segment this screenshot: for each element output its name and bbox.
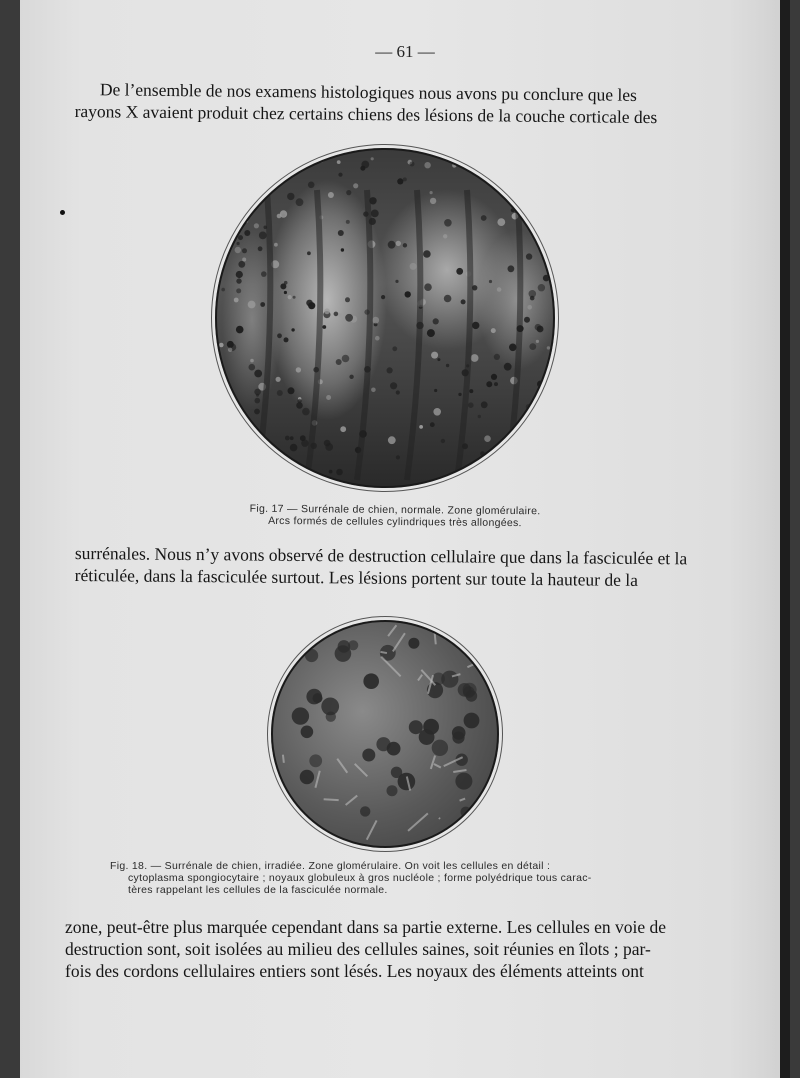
paragraph-3-line-2: destruction sont, soit isolées au milieu des cellules saines, soit réunies en îlots ; par- <box>65 939 651 959</box>
page-edge-shadow <box>780 0 790 1078</box>
paragraph-1 <box>75 78 730 129</box>
figure-18-caption <box>110 860 700 896</box>
ink-speck <box>60 210 65 215</box>
paragraph-1-line-2: rayons X avaient produit chez certains chiens des lésions de la couche corticale des <box>74 100 658 128</box>
paragraph-3-line-1: zone, peut-être plus marquée cependant dans sa partie externe. Les cellules en voie de <box>65 917 667 937</box>
figure-18-caption-line-1: Fig. 18. — Surrénale de chien, irradiée. Zone glomérulaire. On voit les cellules en détail : <box>110 860 551 872</box>
figure-17-caption <box>215 502 575 529</box>
book-page <box>20 0 790 1078</box>
paragraph-1-line-1: De l’ensemble de nos examens histologiques nous avons pu conclure que les <box>99 79 637 105</box>
figure-18-caption-line-3: tères rappelant les cellules de la fasciculée normale. <box>128 884 388 896</box>
figure-18-micrograph <box>271 620 499 848</box>
figure-17-caption-line-2: Arcs formés de cellules cylindriques très allongées. <box>268 514 522 530</box>
paragraph-3 <box>65 916 725 982</box>
page-number: — 61 — <box>375 42 435 61</box>
figure-17-micrograph <box>215 148 555 488</box>
paragraph-2-line-2: réticulée, dans la fasciculée surtout. Les lésions portent sur toute la hauteur de la <box>74 564 638 590</box>
paragraph-2 <box>75 542 730 592</box>
paragraph-3-line-3: fois des cordons cellulaires entiers sont lésés. Les noyaux des éléments atteints ont <box>65 961 644 981</box>
figure-18-caption-line-2: cytoplasma spongiocytaire ; noyaux globuleux à gros nucléole ; forme polyédrique tous carac- <box>128 872 592 884</box>
figure-17-caption-line-1: Fig. 17 — Surrénale de chien, normale. Zone glomérulaire. <box>249 502 541 518</box>
paragraph-2-line-1: surrénales. Nous n’y avons observé de destruction cellulaire que dans la fasciculée et la <box>74 542 688 569</box>
